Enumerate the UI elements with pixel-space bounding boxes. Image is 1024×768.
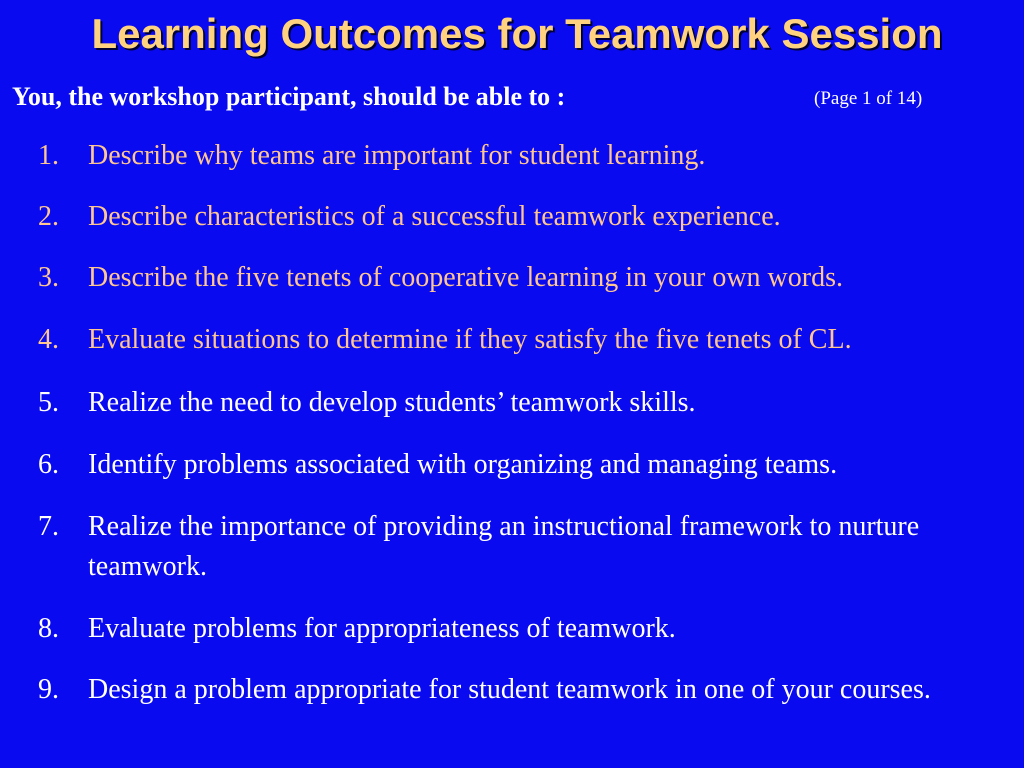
outcome-text: Describe why teams are important for student learning. <box>88 140 706 171</box>
outcome-number: 8. <box>38 613 59 644</box>
page-indicator: (Page 1 of 14) <box>814 88 923 109</box>
slide-title: Learning Outcomes for Teamwork Session <box>91 10 943 57</box>
outcome-text: Realize the importance of providing an instructional framework to nurture teamwork. <box>88 511 920 582</box>
outcome-number: 1. <box>38 140 59 171</box>
outcome-text: Describe the five tenets of cooperative learning in your own words. <box>88 262 843 293</box>
outcome-text: Describe characteristics of a successful teamwork experience. <box>88 201 781 232</box>
outcome-text: Design a problem appropriate for student teamwork in one of your courses. <box>88 674 931 705</box>
outcome-text: Evaluate situations to determine if they satisfy the five tenets of CL. <box>88 324 852 355</box>
outcome-item <box>38 197 1018 237</box>
outcome-number: 5. <box>38 387 59 418</box>
outcome-number: 9. <box>38 674 59 705</box>
outcome-text: Identify problems associated with organizing and managing teams. <box>88 449 838 480</box>
outcome-number: 6. <box>38 449 59 480</box>
outcome-item <box>38 507 1018 587</box>
outcome-item <box>38 136 1018 176</box>
outcome-number: 3. <box>38 262 59 293</box>
outcome-number: 2. <box>38 201 59 232</box>
outcome-number: 4. <box>38 324 59 355</box>
outcome-item <box>38 320 1018 360</box>
outcome-text: Realize the need to develop students’ teamwork skills. <box>88 387 696 418</box>
outcome-item <box>38 670 1018 710</box>
outcome-number: 7. <box>38 511 59 542</box>
outcome-item <box>38 445 1018 485</box>
outcome-text: Evaluate problems for appropriateness of teamwork. <box>88 613 676 644</box>
slide-subtitle: You, the workshop participant, should be able to : <box>12 82 566 111</box>
outcome-item <box>38 258 1018 298</box>
outcome-item <box>38 383 1018 423</box>
outcome-item <box>38 609 1018 649</box>
